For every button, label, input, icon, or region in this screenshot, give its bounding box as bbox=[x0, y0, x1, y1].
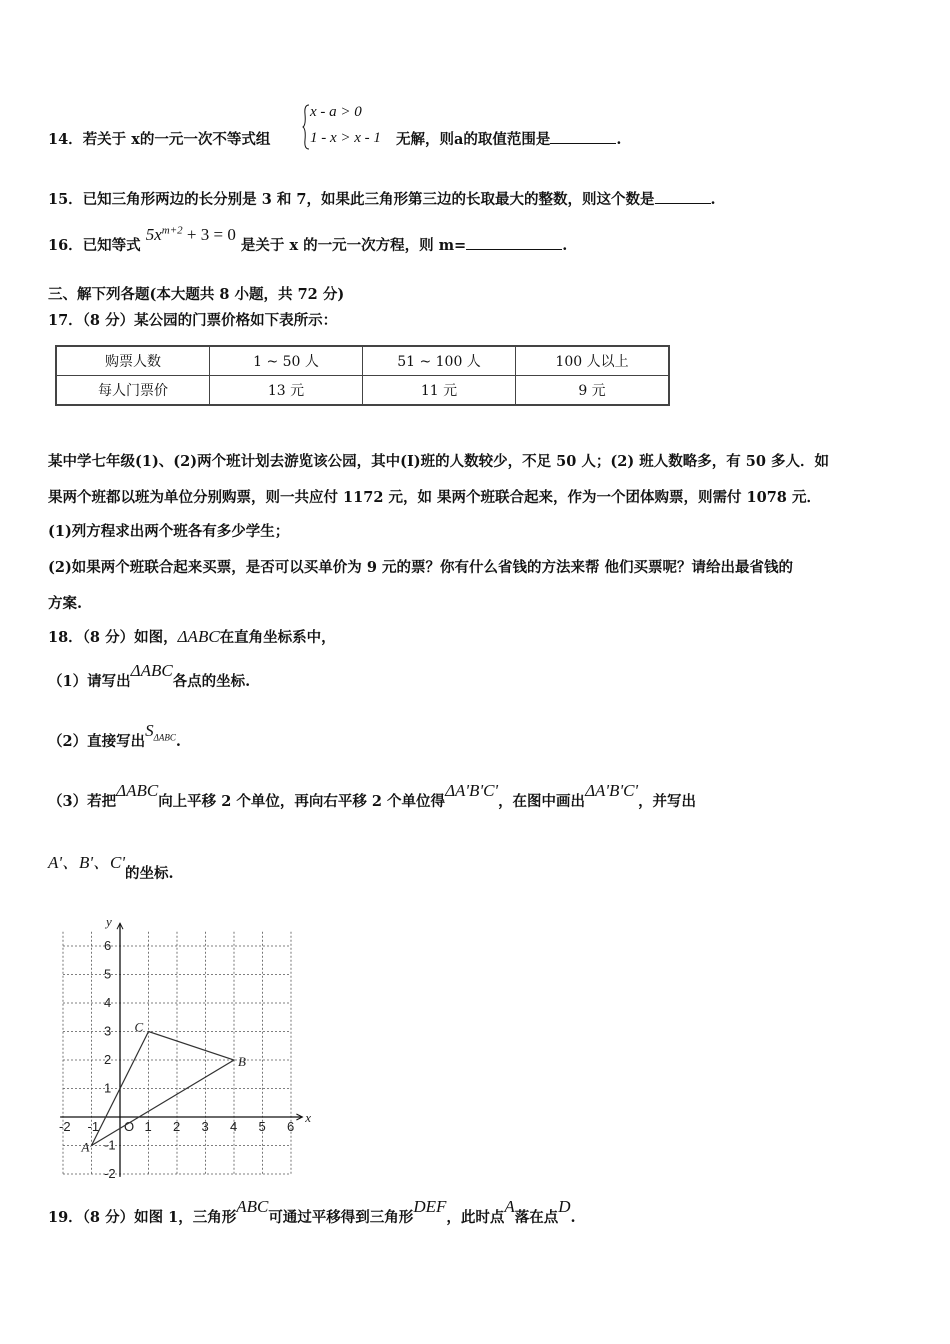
q18-s3: （3）若把ΔABC向上平移 2 个单位，再向右平移 2 个单位得ΔA'B'C'，在图中画出ΔA'B'C'，并写出 bbox=[48, 781, 697, 810]
y-tick-label: 6 bbox=[104, 938, 112, 953]
q14-brace bbox=[302, 104, 310, 150]
table-cell: 9 元 bbox=[516, 376, 670, 406]
q14-text-b: 的一元一次不等式组 bbox=[139, 131, 271, 148]
y-tick-label: -2 bbox=[104, 1166, 116, 1181]
q17-para2: 果两个班都以班为单位分别购票，则一共应付 1172 元，如 果两个班联合起来，作为一个团体购票，则需付 1078 元． bbox=[48, 489, 821, 506]
axes bbox=[60, 923, 302, 1177]
q14-text-c: 无解，则 bbox=[396, 131, 454, 148]
ticket-price-table bbox=[55, 345, 670, 406]
q14-answer-blank[interactable] bbox=[550, 143, 616, 144]
q16-answer-blank[interactable] bbox=[466, 249, 562, 250]
q16-equation: $5x^{m+2} + 3 = 0$ bbox=[145, 224, 236, 244]
table-cell: 1 ~ 50 人 bbox=[210, 346, 363, 376]
table-row bbox=[56, 376, 669, 406]
x-tick-label: 4 bbox=[230, 1119, 238, 1134]
x-axis-label: x bbox=[305, 1110, 312, 1125]
y-tick-label: 5 bbox=[104, 966, 112, 982]
x-tick-label: 3 bbox=[201, 1119, 209, 1134]
q14-text-a: 若关于 bbox=[82, 131, 127, 148]
q15-answer-blank[interactable] bbox=[655, 203, 711, 204]
q19-line: 19．（8 分）如图 1，三角形ABC可通过平移得到三角形DEF，此时点A落在点D. bbox=[48, 1197, 576, 1226]
q17-sub2a: (2)如果两个班联合起来买票，是否可以买单价为 9 元的票？你有什么省钱的方法来帮 他们买票呢？请给出最省钱的 bbox=[48, 559, 794, 576]
x-tick-label: 1 bbox=[144, 1119, 152, 1134]
q14-line bbox=[48, 128, 270, 149]
q15-line bbox=[48, 188, 716, 209]
y-tick-label: -1 bbox=[104, 1137, 116, 1153]
y-tick-label: 3 bbox=[104, 1023, 112, 1039]
table-cell: 100 人以上 bbox=[516, 346, 670, 376]
grid bbox=[63, 932, 291, 1174]
point-label-a: A bbox=[81, 1139, 90, 1155]
point-label-b: B bbox=[238, 1054, 246, 1069]
y-tick-label: 4 bbox=[104, 995, 112, 1010]
coordinate-graph bbox=[48, 905, 318, 1181]
q16-end: . bbox=[562, 237, 568, 254]
q16-prefix: 16．已知等式 bbox=[48, 237, 141, 254]
x-tick-label: O bbox=[124, 1119, 135, 1134]
q14-text-d: 的取值范围是 bbox=[463, 131, 551, 148]
q17-sub1: (1)列方程求出两个班各有多少学生； bbox=[48, 523, 290, 540]
table-cell: 13 元 bbox=[210, 376, 363, 406]
q16-middle: 是关于 x 的一元一次方程，则 m= bbox=[240, 237, 467, 254]
prime-points: A'、B'、C' bbox=[48, 853, 126, 872]
q14-num: 14． bbox=[48, 131, 83, 148]
x-tick-label: -1 bbox=[87, 1119, 100, 1134]
q14-ineq2: 1 - x > x - 1 bbox=[310, 130, 381, 146]
y-tick-label: 2 bbox=[104, 1052, 112, 1067]
q17-sub2b: 方案. bbox=[48, 595, 83, 612]
q18-s2: （2）直接写出$S_{\Delta ABC}$. bbox=[48, 721, 181, 750]
table-row bbox=[56, 346, 669, 376]
q18-intro: 18．（8 分）如图，ΔABC在直角坐标系中， bbox=[48, 627, 336, 646]
tick-labels bbox=[59, 914, 311, 1181]
table-cell: 每人门票价 bbox=[56, 376, 210, 406]
area-symbol: $S_{\Delta ABC}$ bbox=[145, 721, 176, 743]
q17-para1: 某中学七年级(1)、(2)两个班计划去游览该公园，其中(I)班的人数较少，不足 50 人；(2) 班人数略多，有 50 多人．如 bbox=[48, 453, 830, 470]
q17-intro: 17．（8 分）某公园的门票价格如下表所示： bbox=[48, 312, 338, 329]
q15-text: 15．已知三角形两边的长分别是 3 和 7，如果此三角形第三边的长取最大的整数，则这个数是 bbox=[48, 191, 655, 208]
q16-line bbox=[48, 224, 568, 255]
q18-s3-cont: A'、B'、C'的坐标. bbox=[48, 853, 174, 882]
q14-end: . bbox=[616, 131, 622, 148]
x-tick-label: 5 bbox=[258, 1119, 266, 1134]
q15-end: . bbox=[710, 191, 716, 208]
x-tick-label: 6 bbox=[287, 1119, 295, 1134]
table-cell: 11 元 bbox=[363, 376, 516, 406]
point-label-c: C bbox=[134, 1019, 144, 1035]
q14-var-a: a bbox=[454, 131, 464, 148]
q14-var-x: x bbox=[131, 131, 140, 148]
q18-s1: （1）请写出ΔABC各点的坐标. bbox=[48, 661, 251, 690]
table-cell: 购票人数 bbox=[56, 346, 210, 376]
q14-tail bbox=[396, 128, 621, 149]
x-tick-label: -2 bbox=[59, 1119, 71, 1134]
table-cell: 51 ~ 100 人 bbox=[363, 346, 516, 376]
x-tick-label: 2 bbox=[173, 1119, 181, 1134]
y-tick-label: 1 bbox=[104, 1080, 112, 1096]
q18-triangle: ΔABC bbox=[177, 627, 220, 646]
section3-heading: 三、解下列各题(本大题共 8 小题，共 72 分) bbox=[48, 286, 345, 303]
q14-ineq1: x - a > 0 bbox=[310, 104, 362, 120]
y-axis-label: y bbox=[106, 914, 112, 930]
